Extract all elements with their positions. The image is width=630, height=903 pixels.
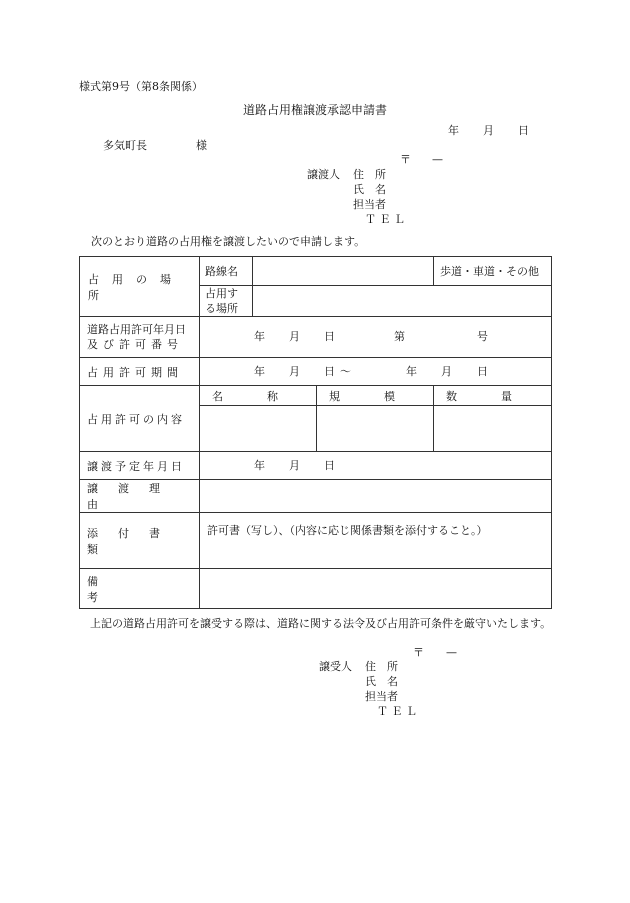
remarks-field[interactable]: [200, 569, 552, 609]
date-month: 月: [483, 124, 494, 137]
permit-number-suffix: 号: [477, 330, 488, 343]
location-label-text: 占用の場所: [88, 272, 184, 302]
date-day: 日: [518, 124, 529, 137]
transferee-postal-dash: —: [446, 646, 457, 659]
period-tilde: 〜: [340, 365, 351, 378]
addressee-name: 多気町長: [103, 139, 147, 152]
transferor-role: 譲渡人: [307, 168, 340, 181]
attachments-note: 許可書（写し）、（内容に応じ関係書類を添付すること。）: [207, 524, 488, 537]
content-quantity-field[interactable]: [434, 406, 552, 452]
intro-text: 次のとおり道路の占用権を譲渡したいので申請します。: [91, 235, 366, 248]
permit-date-field[interactable]: [200, 317, 552, 358]
content-label-cell: [80, 386, 200, 452]
permit-date-label-line1: 道路占用許可年月日: [87, 323, 186, 336]
transferor-tel-label: Ｔ Ｅ Ｌ: [365, 213, 405, 226]
road-type-options[interactable]: 歩道・車道・その他: [440, 265, 540, 278]
permit-number-prefix: 第: [394, 330, 405, 343]
occupied-place-label-line2: る場所: [205, 302, 238, 315]
transferor-address-label: 住 所: [353, 168, 386, 181]
permit-day-unit: 日: [324, 330, 335, 343]
addressee-honorific: 様: [196, 139, 207, 152]
content-name-field[interactable]: [200, 406, 317, 452]
date-year: 年: [448, 124, 459, 137]
reason-label: 譲渡理由: [87, 482, 180, 511]
permit-date-label-line2: 及び許可番号: [87, 338, 183, 351]
occupied-place-field[interactable]: [253, 286, 552, 317]
form-number: 様式第9号（第8条関係）: [79, 80, 203, 93]
transfer-day-unit: 日: [324, 459, 335, 472]
route-name-label: 路線名: [205, 265, 238, 278]
transferee-role: 譲受人: [319, 660, 352, 673]
transfer-date-label-cell: [80, 452, 200, 480]
content-scale-field[interactable]: [317, 406, 434, 452]
period-month2-unit: 月: [441, 365, 452, 378]
content-header-name: 名 称: [212, 389, 278, 403]
period-label-cell: [80, 358, 200, 386]
location-label-cell: [80, 257, 200, 317]
permit-date-label-cell: [80, 317, 200, 358]
transfer-date-field[interactable]: [200, 452, 552, 480]
location-label: [80, 271, 199, 303]
permit-month-unit: 月: [289, 330, 300, 343]
attachments-field[interactable]: [200, 513, 552, 569]
transferee-contact-label: 担当者: [365, 690, 398, 703]
attachments-label-cell: [80, 513, 200, 569]
period-day2-unit: 日: [477, 365, 488, 378]
content-header-scale-cell: [317, 386, 434, 406]
transfer-date-label: 譲渡予定年月日: [87, 459, 185, 473]
reason-label-cell: [80, 480, 200, 513]
transferor-contact-label: 担当者: [353, 198, 386, 211]
application-table: [79, 256, 552, 609]
remarks-label-cell: [80, 569, 200, 609]
period-field[interactable]: [200, 358, 552, 386]
content-header-name-cell: [200, 386, 317, 406]
transferor-postal-mark: 〒: [400, 153, 411, 166]
transferee-postal-mark: 〒: [413, 646, 424, 659]
content-header-quantity-cell: [434, 386, 552, 406]
transfer-year-unit: 年: [254, 459, 265, 472]
pledge-text: 上記の道路占用許可を譲受する際は、道路に関する法令及び占用許可条件を厳守いたします。: [90, 617, 552, 630]
transfer-month-unit: 月: [289, 459, 300, 472]
period-month1-unit: 月: [289, 365, 300, 378]
document-title: 道路占用権譲渡承認申請書: [243, 103, 388, 117]
route-name-field[interactable]: [253, 257, 434, 286]
occupied-place-label-line1: 占用す: [205, 287, 238, 300]
period-label: 占用許可期間: [87, 365, 183, 379]
transferee-name-label: 氏 名: [365, 675, 398, 688]
transferor-name-label: 氏 名: [353, 183, 386, 196]
route-name-label-cell: [200, 257, 253, 286]
content-header-scale: 規 模: [329, 389, 395, 403]
remarks-label: 備考: [87, 574, 176, 604]
period-year1-unit: 年: [254, 365, 265, 378]
attachments-label: 添付書類: [87, 526, 180, 556]
road-type-cell: [434, 257, 552, 286]
content-header-quantity: 数 量: [446, 389, 513, 403]
content-label: 占用許可の内容: [87, 412, 185, 426]
period-day1-unit: 日: [324, 365, 335, 378]
period-year2-unit: 年: [406, 365, 417, 378]
permit-year-unit: 年: [254, 330, 265, 343]
transferee-tel-label: Ｔ Ｅ Ｌ: [377, 705, 417, 718]
transferor-postal-dash: —: [432, 153, 443, 166]
occupied-place-label-cell: [200, 286, 253, 317]
reason-field[interactable]: [200, 480, 552, 513]
transferee-address-label: 住 所: [365, 660, 398, 673]
